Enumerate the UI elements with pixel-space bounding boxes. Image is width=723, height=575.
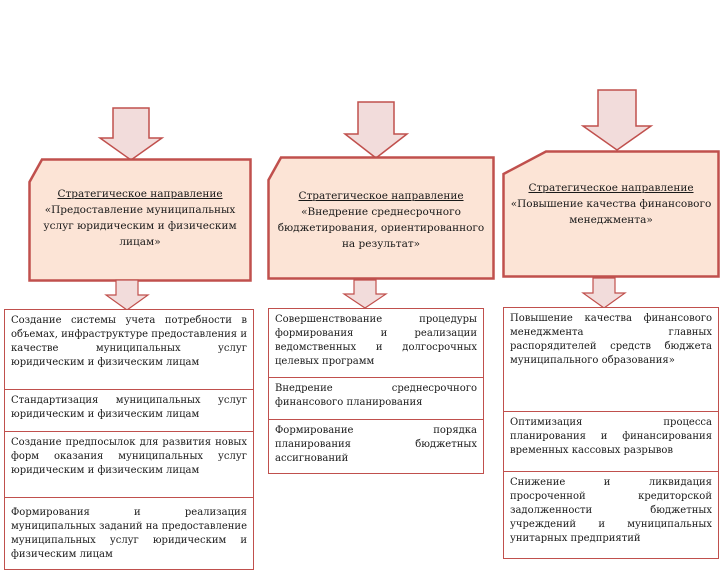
direction-box-1 <box>28 158 252 282</box>
down-arrow-icon <box>104 279 150 311</box>
list-item: Формирование порядка планирования бюджетных ассигнований <box>275 425 477 464</box>
list-item: Создание системы учета потребности в объемах, инфраструктуре предоставления и качестве муниципальных услуг юридическим и физическим лицам <box>5 310 253 390</box>
down-arrow-icon <box>96 106 166 162</box>
list-item: Оптимизация процесса планирования и финансирования временных кассовых разрывов <box>504 412 718 472</box>
direction-3-tasks <box>503 307 719 559</box>
direction-1-tasks <box>4 309 254 570</box>
list-item: Снижение и ликвидация просроченной кредиторской задолженности бюджетных учреждений и муниципальных унитарных предприятий <box>510 477 712 544</box>
down-arrow-icon <box>342 279 388 309</box>
direction-box-3 <box>502 150 720 278</box>
list-item: Внедрение среднесрочного финансового планирования <box>269 378 483 420</box>
down-arrow-icon <box>581 277 627 309</box>
list-item: Совершенствование процедуры формирования и реализации ведомственных и долгосрочных целевых программ <box>269 309 483 378</box>
list-item: Повышение качества финансового менеджмента главных распорядителей средств бюджета муниципального образования» <box>504 308 718 412</box>
direction-title: «Внедрение среднесрочного бюджетирования, ориентированного на результат» <box>277 206 485 250</box>
direction-title: «Предоставление муниципальных услуг юридическим и физическим лицам» <box>43 204 237 248</box>
list-item: Создание предпосылок для развития новых форм оказания муниципальных услуг юридическим и физическим лицам <box>5 432 253 498</box>
direction-label: Стратегическое направление <box>298 190 464 202</box>
down-arrow-icon <box>341 100 411 160</box>
down-arrow-icon <box>579 88 655 152</box>
direction-title: «Повышение качества финансового менеджмента» <box>510 198 712 226</box>
direction-box-2 <box>267 156 495 280</box>
list-item: Формирования и реализация муниципальных заданий на предоставление муниципальных услуг юридическим и физическим лицам <box>11 507 247 560</box>
direction-label: Стратегическое направление <box>57 188 223 200</box>
list-item: Стандартизация муниципальных услуг юридическим и физическим лицам <box>5 390 253 432</box>
direction-label: Стратегическое направление <box>528 182 694 194</box>
direction-2-tasks <box>268 308 484 474</box>
